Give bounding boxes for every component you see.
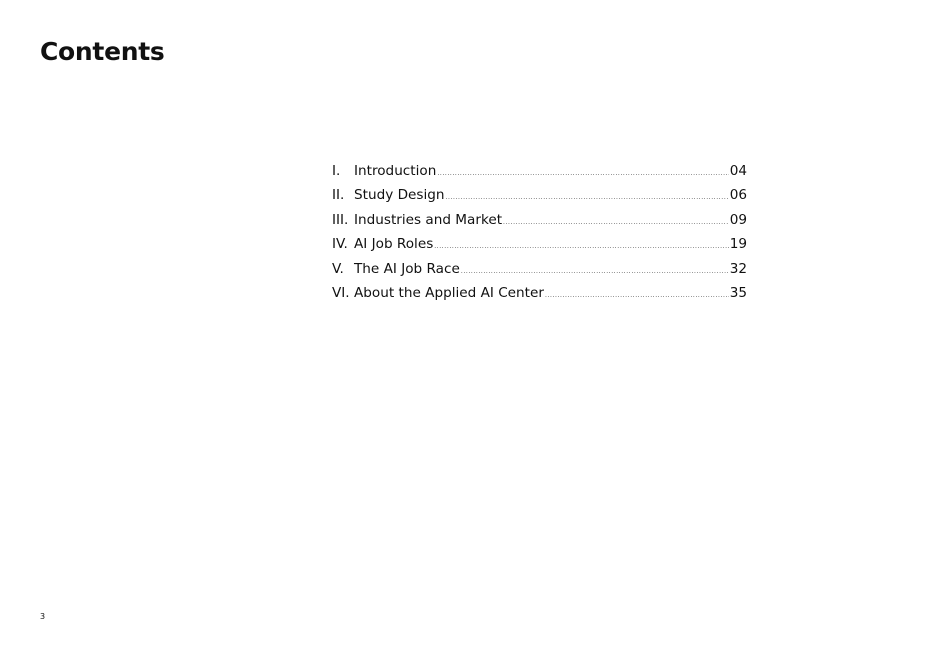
page-number: 3 — [40, 612, 46, 621]
toc-entry-about-applied-ai-center[interactable] — [332, 282, 747, 306]
toc-entry-the-ai-job-race[interactable] — [332, 258, 747, 282]
toc-entry-page: 32 — [729, 260, 747, 277]
toc-entry-industries-and-market[interactable] — [332, 209, 747, 233]
page-title: Contents — [40, 37, 165, 66]
toc-entry-number: V. — [332, 260, 344, 277]
dot-leader — [545, 285, 729, 307]
toc-entry-page: 35 — [729, 284, 747, 301]
toc-entry-page: 09 — [729, 211, 747, 228]
toc-entry-number: VI. — [332, 284, 350, 301]
table-of-contents — [332, 160, 747, 306]
toc-entry-label: Study Design — [354, 187, 445, 204]
toc-entry-study-design[interactable] — [332, 184, 747, 208]
dot-leader — [437, 163, 728, 185]
toc-entry-label: The AI Job Race — [354, 260, 460, 277]
toc-entry-label: Industries and Market — [354, 211, 503, 228]
toc-entry-number: III. — [332, 211, 349, 228]
toc-entry-label: About the Applied AI Center — [354, 284, 544, 301]
dot-leader — [446, 187, 729, 209]
toc-entry-number: II. — [332, 187, 345, 204]
dot-leader — [461, 261, 729, 283]
toc-entry-label: AI Job Roles — [354, 236, 434, 253]
dot-leader — [434, 236, 728, 258]
toc-entry-ai-job-roles[interactable] — [332, 233, 747, 257]
dot-leader — [503, 212, 729, 234]
toc-entry-page: 06 — [729, 187, 747, 204]
toc-entry-number: IV. — [332, 236, 348, 253]
toc-entry-page: 04 — [729, 163, 747, 179]
toc-entry-number: I. — [332, 163, 341, 179]
toc-entry-introduction[interactable] — [332, 160, 747, 184]
toc-entry-label: Introduction — [354, 163, 437, 179]
toc-entry-page: 19 — [729, 236, 747, 253]
